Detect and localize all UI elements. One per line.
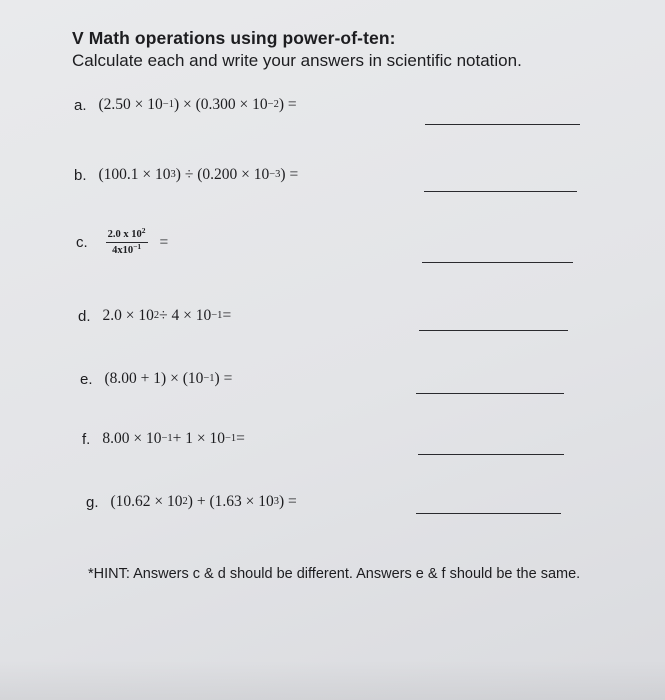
problem-d: d. 2.0 × 10 2 ÷ 4 × 10 −1 = — [78, 307, 232, 325]
denominator-text: 4x10 — [112, 245, 134, 256]
worksheet-heading: V Math operations using power-of-ten: — [72, 28, 396, 48]
answer-blank-d[interactable] — [419, 330, 568, 331]
exponent: −1 — [133, 242, 142, 251]
problem-e: e. (8.00 + 1) × (10 −1 ) = — [80, 370, 233, 388]
problem-g: g. (10.62 × 10 2 ) + (1.63 × 10 3 ) = — [86, 493, 297, 511]
expression-text: + 1 × 10 — [172, 430, 225, 447]
expression-text: ) = — [278, 493, 297, 510]
fraction — [106, 226, 148, 256]
expression-text: 8.00 × 10 — [102, 430, 162, 447]
expression-text: ÷ 4 × 10 — [159, 307, 212, 324]
expression-text: ) = — [280, 166, 299, 183]
problem-label: g. — [86, 493, 99, 511]
expression-text: ) × (0.300 × 10 — [173, 96, 268, 113]
expression-text: ) = — [214, 370, 233, 387]
fraction-numerator — [106, 226, 148, 243]
expression-text: = — [236, 430, 245, 447]
fraction-denominator — [112, 243, 141, 256]
answer-blank-b[interactable] — [424, 191, 577, 192]
answer-blank-f[interactable] — [418, 454, 564, 455]
answer-blank-e[interactable] — [416, 393, 564, 394]
answer-blank-g[interactable] — [416, 513, 561, 514]
problem-label: b. — [74, 166, 87, 184]
problem-c — [76, 226, 169, 256]
expression-text: ) = — [278, 96, 297, 113]
problem-label: d. — [78, 307, 91, 325]
expression-text: (10.62 × 10 — [110, 493, 183, 510]
expression-text: (100.1 × 10 — [98, 166, 171, 183]
photo-shadow — [0, 660, 665, 700]
exponent: 2 — [141, 226, 146, 235]
hint-note: *HINT: Answers c & d should be different. Answers e & f should be the same. — [88, 566, 581, 582]
problem-label: e. — [80, 370, 93, 388]
expression-text: 2.0 × 10 — [102, 307, 154, 324]
expression-text: ) ÷ (0.200 × 10 — [175, 166, 270, 183]
numerator-text: 2.0 x 10 — [107, 229, 142, 240]
problem-label: f. — [82, 430, 91, 448]
answer-blank-a[interactable] — [425, 124, 580, 125]
equals-sign: = — [159, 233, 169, 251]
problem-b: b. (100.1 × 10 3 ) ÷ (0.200 × 10 −3 ) = — [74, 166, 299, 184]
answer-blank-c[interactable] — [422, 262, 573, 263]
problem-f: f. 8.00 × 10 −1 + 1 × 10 −1 = — [82, 430, 245, 448]
expression-text: ) + (1.63 × 10 — [187, 493, 274, 510]
expression-text: = — [222, 307, 232, 324]
expression-text: (2.50 × 10 — [98, 96, 163, 113]
worksheet-instructions: Calculate each and write your answers in scientific notation. — [72, 51, 522, 70]
problem-label: a. — [74, 96, 87, 114]
problem-label: c. — [76, 234, 88, 251]
expression-text: (8.00 + 1) × (10 — [104, 370, 204, 387]
problem-a: a. (2.50 × 10 −1 ) × (0.300 × 10 −2 ) = — [74, 96, 297, 114]
